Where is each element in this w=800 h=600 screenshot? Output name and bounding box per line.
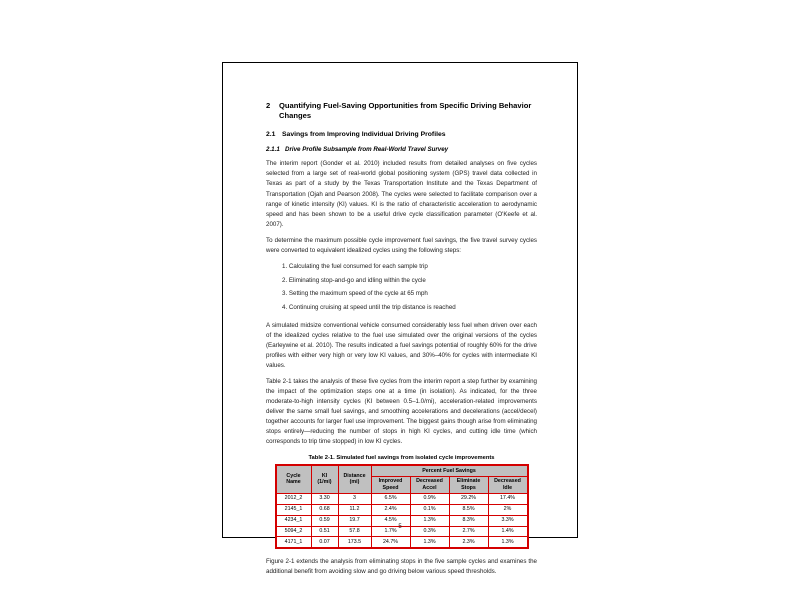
table-cell: 5094_2: [276, 526, 312, 537]
steps-list: [282, 262, 537, 313]
column-header-distance: Distance (mi): [338, 465, 371, 493]
table-cell: 3: [338, 493, 371, 504]
table-cell: 2012_2: [276, 493, 312, 504]
column-header-improved-speed: Improved Speed: [371, 476, 410, 493]
table-cell: 0.07: [311, 537, 338, 548]
table-cell: 4171_1: [276, 537, 312, 548]
subsection-title: Savings from Improving Individual Driving Profiles: [282, 130, 446, 138]
table-cell: 0.51: [311, 526, 338, 537]
table-cell: 4.5%: [371, 515, 410, 526]
table-cell: 2.4%: [371, 504, 410, 515]
paragraph-intro: The interim report (Gonder et al. 2010) included results from detailed analyses on five cycles selected from a large set of real-world global positioning system (GPS) travel data collected in Texas as part of a study by the Texas Transportation Institute and the Texas Department of Transportation (Ojah and Pearson 2008). The cycles were selected to facilitate comparison over a range of kinetic intensity (KI) values. KI is the ratio of characteristic acceleration to aerodynamic speed and has been shown to be a useful drive cycle classification parameter (O'Keefe et al. 2007).: [266, 160, 537, 228]
table-cell: 8.3%: [449, 515, 488, 526]
document-page: [222, 62, 578, 576]
table-cell: 0.3%: [410, 526, 449, 537]
list-item: 2. Eliminating stop-and-go and idling within the cycle: [282, 276, 426, 284]
section-number: 2: [266, 101, 271, 110]
table-cell: 0.68: [311, 504, 338, 515]
table-cell: 2.7%: [449, 526, 488, 537]
table-cell: 1.3%: [410, 515, 449, 526]
column-header-decreased-accel: Decreased Accel: [410, 476, 449, 493]
table-cell: 8.5%: [449, 504, 488, 515]
table-row: [276, 493, 528, 504]
table-cell: 57.8: [338, 526, 371, 537]
subsubsection-heading: [266, 146, 537, 154]
table-cell: 6.5%: [371, 493, 410, 504]
column-header-cycle-name: Cycle Name: [276, 465, 312, 493]
table-caption: Table 2-1. Simulated fuel savings from isolated cycle improvements: [308, 455, 495, 462]
subsection-heading: [266, 131, 537, 140]
column-header-group-percent-fuel-savings: Percent Fuel Savings: [371, 465, 528, 476]
table-cell: 29.2%: [449, 493, 488, 504]
table-cell: 2145_1: [276, 504, 312, 515]
table-cell: 1.3%: [488, 537, 528, 548]
table-cell: 17.4%: [488, 493, 528, 504]
table-cell: 3.30: [311, 493, 338, 504]
table-cell: 24.7%: [371, 537, 410, 548]
list-item: 3. Setting the maximum speed of the cycle at 65 mph: [282, 290, 428, 298]
table-cell: 11.2: [338, 504, 371, 515]
paragraph-table-discussion: Table 2-1 takes the analysis of these five cycles from the interim report a step further by examining the impact of the optimization steps one at a time (in isolation). As indicated, for the three moderate-to-high intensity cycles (KI between 0.5–1.0/mi), acceleration-related improvements deliver the same small fuel savings, and smoothing accelerations and decelerations (accel/decel) together accounts for larger fuel use improvement. The biggest gains though arise from eliminating stops entirely—reducing the number of stops in high KI cycles, and cutting idle time (which corresponds to trip time stopped) in low KI cycles.: [266, 377, 537, 446]
table-cell: 1.4%: [488, 526, 528, 537]
table-cell: 1.3%: [410, 537, 449, 548]
table-cell: 0.9%: [410, 493, 449, 504]
table-cell: 173.5: [338, 537, 371, 548]
section-heading: [266, 101, 537, 122]
paragraph-results: A simulated midsize conventional vehicle consumed considerably less fuel when driven over each of the idealized cycles relative to the fuel use simulated over the original versions of the cycles (Earleywine et al. 2010). The results indicated a fuel savings potential of roughly 60% for the drive profiles with either very high or very low KI values, and 30%–40% for cycles with intermediate KI values.: [266, 321, 537, 369]
fuel-savings-table: [275, 464, 529, 549]
table-cell: 0.1%: [410, 504, 449, 515]
subsection-number: 2.1: [266, 130, 276, 138]
table-cell: 19.7: [338, 515, 371, 526]
table-cell: 0.59: [311, 515, 338, 526]
column-header-decreased-idle: Decreased Idle: [488, 476, 528, 493]
table-header-row: [276, 465, 528, 476]
table-cell: 1.7%: [371, 526, 410, 537]
column-header-ki: KI (1/mi): [311, 465, 338, 493]
table-cell: 4234_1: [276, 515, 312, 526]
table-cell: 2.3%: [449, 537, 488, 548]
column-header-eliminate-stops: Eliminate Stops: [449, 476, 488, 493]
section-title: Quantifying Fuel-Saving Opportunities from Specific Driving Behavior Changes: [279, 101, 532, 121]
list-item: 4. Continuing cruising at speed until the trip distance is reached: [282, 304, 456, 312]
paragraph-steps-lead: To determine the maximum possible cycle improvement fuel savings, the five travel survey cycles were converted to equivalent idealized cycles using the following steps:: [266, 236, 537, 254]
paragraph-figure-lead: Figure 2-1 extends the analysis from eliminating stops in the five sample cycles and examines the additional benefit from avoiding slow and go driving below various speed thresholds.: [266, 558, 537, 576]
page-number: 5: [398, 524, 402, 530]
table-row: [276, 504, 528, 515]
table-cell: 3.3%: [488, 515, 528, 526]
subsubsection-title: Drive Profile Subsample from Real-World Travel Survey: [285, 146, 449, 154]
table-row: [276, 537, 528, 548]
list-item: 1. Calculating the fuel consumed for each sample trip: [282, 262, 428, 270]
subsubsection-number: 2.1.1: [266, 146, 280, 154]
table-cell: 2%: [488, 504, 528, 515]
